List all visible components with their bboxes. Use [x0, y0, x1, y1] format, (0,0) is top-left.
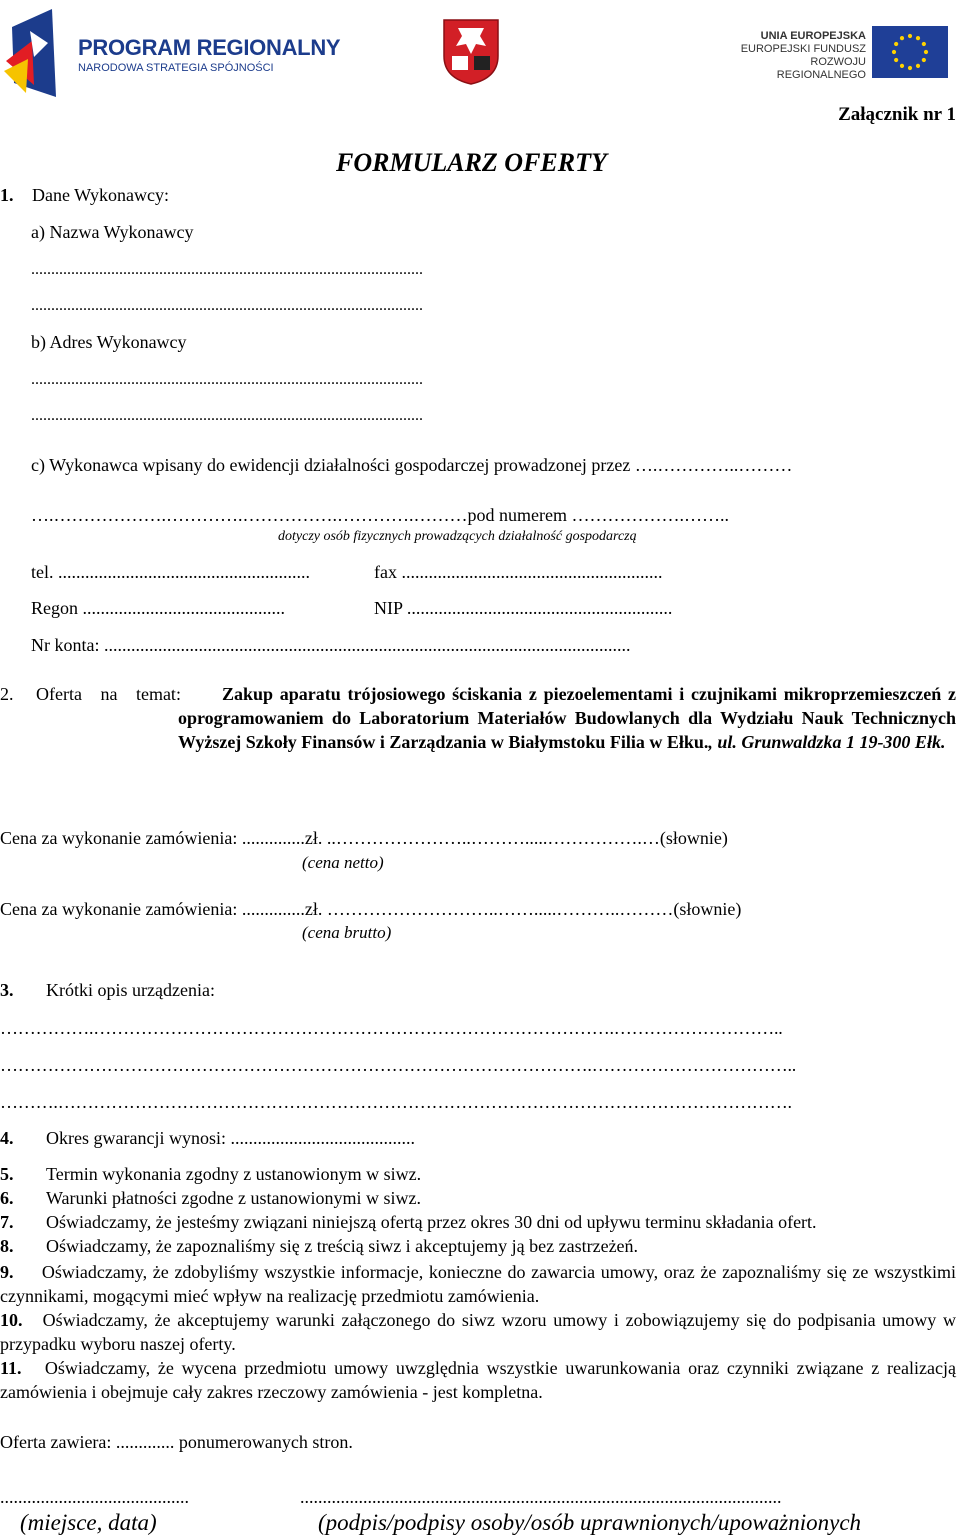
eu-star-icon	[924, 50, 928, 54]
price-gross-line[interactable]: Cena za wykonanie zamówienia: ..............zł. ………………………..…….....………..………(słownie)	[0, 899, 742, 919]
eu-flag-icon	[872, 26, 948, 78]
eu-star-icon	[900, 36, 904, 40]
footer-sign-dots[interactable]: ...........................................................................................................	[300, 1487, 782, 1507]
item-5-text: Termin wykonania zgodny z ustanowionym w siwz.	[46, 1164, 422, 1184]
footer-sign-label: (podpis/podpisy osoby/osób uprawnionych/upoważnionych	[318, 1510, 862, 1535]
item-7-text: Oświadczamy, że jesteśmy związani niniejszą ofertą przez okres 30 dni od upływu terminu składania ofert.	[46, 1212, 817, 1232]
voivodeship-crest	[440, 16, 502, 86]
s1-b-label: b) Adres Wykonawcy	[31, 332, 187, 352]
crest-icon	[440, 16, 502, 86]
item-10-number: 10.	[0, 1310, 23, 1330]
eu-star-icon	[894, 42, 898, 46]
footer-pages[interactable]: Oferta zawiera: ............. ponumerowanych stron.	[0, 1432, 353, 1452]
s2-prefix: Oferta na temat:	[36, 684, 181, 704]
eu-line2: EUROPEJSKI FUNDUSZ	[740, 43, 866, 55]
s2-subject-italic: , ul. Grunwaldzka 1 19-300 Ełk.	[708, 732, 946, 752]
price-net-note: (cena netto)	[302, 853, 384, 872]
s3-line2[interactable]: ……………………………………………………………………………………….……………………………..	[0, 1055, 797, 1075]
item-10	[0, 1308, 956, 1356]
item-8-text: Oświadczamy, że zapoznaliśmy się z treścią siwz i akceptujemy ją bez zastrzeżeń.	[46, 1236, 639, 1256]
eu-text	[730, 30, 866, 82]
s4-number: 4.	[0, 1128, 14, 1148]
s3-line1[interactable]: …………….…………………………………………………………………………….………………………..	[0, 1018, 783, 1038]
s1-label: Dane Wykonawcy:	[32, 185, 170, 205]
s1-a-label: a) Nazwa Wykonawcy	[31, 222, 194, 242]
item-5-number: 5.	[0, 1164, 14, 1184]
item-11	[0, 1356, 956, 1404]
s3-number: 3.	[0, 980, 14, 1000]
item-10-text: Oświadczamy, że akceptujemy warunki załączonego do siwz wzoru umowy i zobowiązujemy się do podpisania umowy w przypadku wyboru naszej oferty.	[0, 1310, 956, 1354]
s3-line3[interactable]: ……….…………………………………………………………………………………………………………….	[0, 1092, 792, 1112]
item-7-number: 7.	[0, 1212, 14, 1232]
s1-regon[interactable]: Regon .............................................	[31, 598, 285, 618]
s1-number: 1.	[0, 185, 14, 205]
s1-a-line2[interactable]: ..................................................................................................	[31, 297, 423, 314]
footer-place-dots[interactable]: ..........................................	[0, 1487, 189, 1507]
eu-line3: ROZWOJU REGIONALNEGO	[776, 56, 866, 81]
s2-subject-bold: Zakup aparatu trójosiowego ściskania z piezoelementami i czujnikami mikroprzemieszczeń z oprogramowaniem do Laboratorium Materiałów Budowlanych dla Wydziału Nauk Technicznych Wyższej Szkoły Finansów i Zarządzania w Białymstoku Filia w Ełku.	[178, 684, 956, 752]
attachment-label: Załącznik nr 1	[838, 104, 956, 125]
item-11-text: Oświadczamy, że wycena przedmiotu umowy uwzględnia wszystkie uwarunkowania oraz czynniki związane z realizacją zamówienia i obejmuje cały zakres rzeczowy zamówienia - jest kompletna.	[0, 1358, 956, 1402]
eu-star-icon	[908, 66, 912, 70]
program-title: PROGRAM REGIONALNY	[78, 35, 341, 60]
s1-fax[interactable]: fax ..........................................................	[374, 562, 663, 582]
s1-b-line2[interactable]: ..................................................................................................	[31, 407, 423, 424]
eu-star-icon	[908, 34, 912, 38]
eu-star-icon	[900, 64, 904, 68]
eu-line1: UNIA EUROPEJSKA	[760, 30, 866, 42]
eu-star-icon	[916, 64, 920, 68]
item-6-text: Warunki płatności zgodne z ustanowionymi w siwz.	[46, 1188, 421, 1208]
s1-b-line1[interactable]: ..................................................................................................	[31, 371, 423, 388]
item-9	[0, 1260, 956, 1308]
s1-c-note: dotyczy osób fizycznych prowadzących działalność gospodarczą	[278, 529, 637, 544]
s2-subject	[178, 682, 956, 754]
form-title: FORMULARZ OFERTY	[336, 148, 607, 177]
eu-star-icon	[892, 50, 896, 54]
item-9-text: Oświadczamy, że zdobyliśmy wszystkie informacje, konieczne do zawarcia umowy, oraz że zapoznaliśmy się ze wszystkimi czynnikami, mogącymi mieć wpływ na realizację przedmiotu zamówienia.	[0, 1262, 957, 1306]
program-regionalny-logo	[4, 5, 344, 100]
s1-nr-konta[interactable]: Nr konta: .....................................................................................................................	[31, 635, 631, 655]
eu-star-icon	[894, 58, 898, 62]
s1-c-label[interactable]: c) Wykonawca wpisany do ewidencji działalności gospodarczej prowadzonej przez ….…………..………	[31, 455, 793, 475]
item-9-number: 9.	[0, 1262, 14, 1282]
item-6-number: 6.	[0, 1188, 14, 1208]
price-net-line[interactable]: Cena za wykonanie zamówienia: ..............zł. ..…………………..……….....…………….…(słownie)	[0, 828, 728, 848]
item-11-number: 11.	[0, 1358, 22, 1378]
s4-text[interactable]: Okres gwarancji wynosi: .........................................	[46, 1128, 415, 1148]
program-subtitle: NARODOWA STRATEGIA SPÓJNOŚCI	[78, 62, 274, 74]
eu-star-icon	[922, 42, 926, 46]
eu-star-icon	[916, 36, 920, 40]
item-8-number: 8.	[0, 1236, 14, 1256]
eu-logo	[730, 24, 952, 80]
s2-number: 2.	[0, 684, 14, 704]
footer-place-label: (miejsce, data)	[20, 1510, 157, 1535]
price-gross-note: (cena brutto)	[302, 923, 392, 942]
s1-nip[interactable]: NIP ...........................................................	[374, 598, 673, 618]
s3-label: Krótki opis urządzenia:	[46, 980, 215, 1000]
eu-star-icon	[922, 58, 926, 62]
s1-tel[interactable]: tel. ........................................................	[31, 562, 310, 582]
s1-c-line2[interactable]: ….……………….………….…………….………….………pod numerem ……………….……..	[31, 505, 729, 525]
s1-a-line1[interactable]: ..................................................................................................	[31, 261, 423, 278]
